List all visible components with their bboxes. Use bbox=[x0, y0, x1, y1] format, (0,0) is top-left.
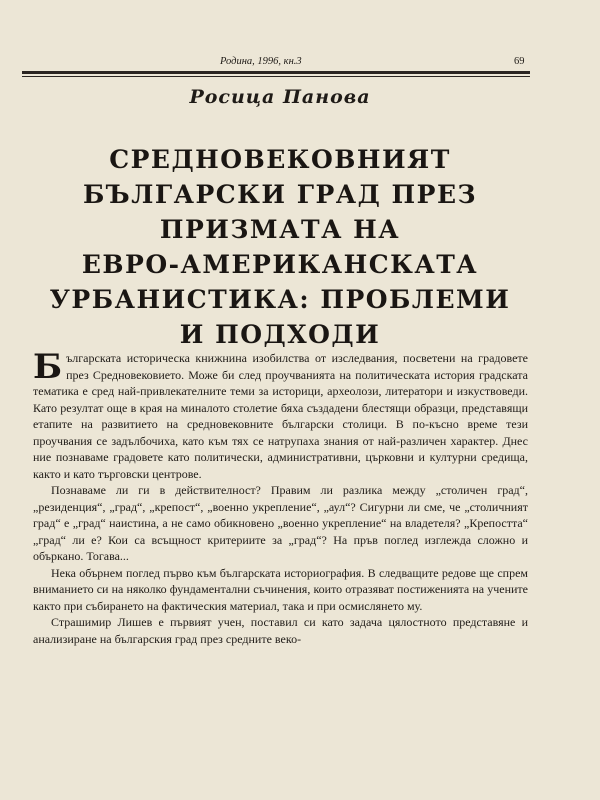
paragraph-1-text: ългарската историческа книжнина изобилства от изследвания, посветени на градовете през Средновековието. Може би след проучванията на политическата история градската тематика е сред най-привлекателните теми за историци, археолози, литератори и изкуствоведи. Като резултат още в края на миналото столетие бяха създадени блестящи образци, представящи етапите на развитието на средновековните български столици. В по-късно време тези проучвания се задълбочиха, като към тях се натрупаха знания от най-различен характер. Днес ние познаваме градовете като политически, административни, църковни и културни средища, както и като търговски центрове. bbox=[33, 351, 528, 481]
paragraph-1 bbox=[33, 347, 528, 482]
author-name: Росица Панова bbox=[189, 86, 371, 108]
page-number: 69 bbox=[514, 56, 525, 67]
title-line: И ПОДХОДИ bbox=[179, 320, 381, 349]
running-head bbox=[0, 56, 600, 70]
header-rule-thin bbox=[22, 76, 530, 77]
article-title bbox=[40, 142, 520, 352]
title-line: СРЕДНОВЕКОВНИЯТ bbox=[109, 145, 451, 174]
header-rule-thick bbox=[22, 71, 530, 74]
title-line: ПРИЗМАТА НА bbox=[159, 215, 401, 244]
title-line: БЪЛГАРСКИ ГРАД ПРЕЗ bbox=[82, 180, 478, 209]
title-line: ЕВРО-АМЕРИКАНСКАТА bbox=[81, 250, 479, 279]
drop-cap: Б bbox=[33, 347, 63, 387]
paragraph-3: Нека обърнем поглед първо към българската историография. В следващите редове ще спрем вниманието си на няколко фундаментални съчинения, които отразяват постиженията на учените както при събирането на фактическия материал, така и при осмислянето му. bbox=[33, 565, 528, 613]
paragraph-2: Познаваме ли ги в действителност? Правим ли разлика между „столичен град“, „резиденция“, „град“, „крепост“, „военно укрепление“, „аул“? Сигурни ли сме, че „столичният град“ е „град“ наистина, а не само обикновено „военно укрепление“ на владетеля? „Крепостта“ „град“ ли е? Кои са всъщност критериите за „град“? На пръв поглед изглежда сложно и объркано. Тогава... bbox=[33, 483, 528, 563]
paragraph-4: Страшимир Лишев е първият учен, поставил си като задача цялостното представяне и анализиране на българския град през средните веко- bbox=[33, 615, 528, 646]
journal-citation: Родина, 1996, кн.3 bbox=[220, 56, 302, 67]
article-body bbox=[33, 347, 528, 647]
title-line: УРБАНИСТИКА: ПРОБЛЕМИ bbox=[49, 285, 511, 314]
